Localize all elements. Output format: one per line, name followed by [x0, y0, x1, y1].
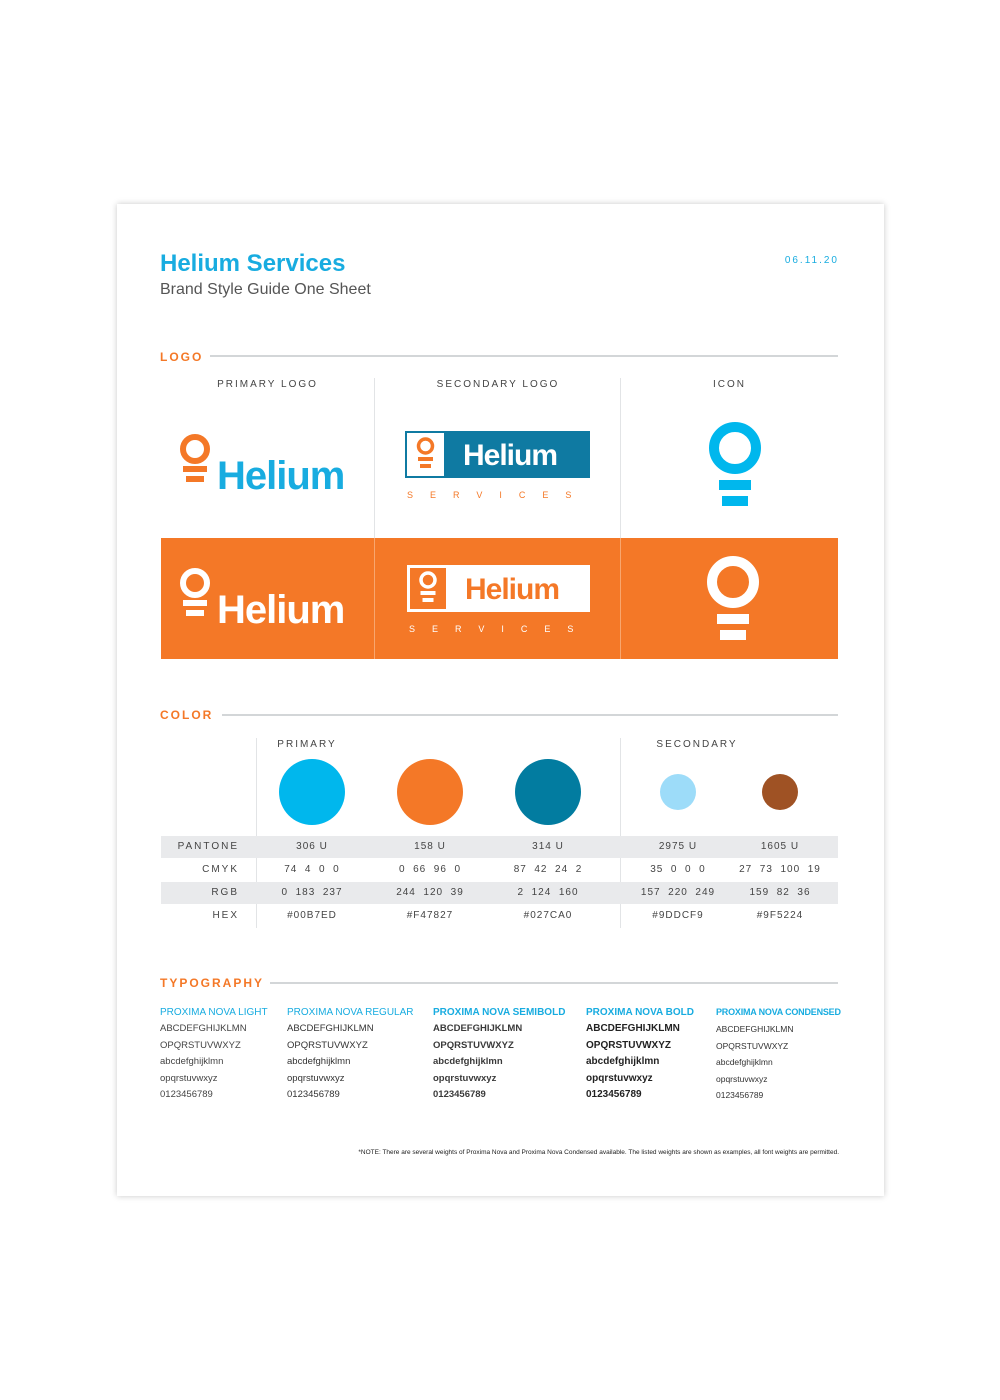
style-guide-sheet [117, 204, 884, 1196]
font-name: PROXIMA NOVA REGULAR [287, 1007, 414, 1018]
table-cell: 87 42 24 2 [513, 864, 583, 875]
icon-logo [707, 421, 763, 514]
secondary-colors-heading: SECONDARY [656, 739, 738, 750]
color-swatch-primary-orange [397, 759, 463, 825]
color-section-label: COLOR [160, 708, 214, 722]
glyph-line: OPQRSTUVWXYZ [716, 1040, 789, 1051]
row-label-rgb: RGB [211, 887, 239, 898]
table-cell: 27 73 100 19 [739, 864, 821, 875]
font-name: PROXIMA NOVA BOLD [586, 1007, 694, 1018]
row-label-hex: HEX [212, 910, 239, 921]
secondary-logo-icon-panel [407, 433, 444, 476]
document-date: 06.11.20 [784, 255, 839, 266]
table-cell: 159 82 36 [749, 887, 811, 898]
font-sample-regular [287, 1007, 414, 1104]
table-cell: 2975 U [658, 841, 698, 852]
table-cell: 244 120 39 [396, 887, 464, 898]
primary-logo-reversed-wordmark: Helium [217, 588, 345, 632]
secondary-logo-reversed-services: SERVICES [409, 624, 591, 634]
bulb-icon [175, 434, 215, 494]
glyph-line: OPQRSTUVWXYZ [586, 1039, 672, 1051]
row-label-cmyk: CMYK [202, 864, 239, 875]
color-swatch-primary-teal [515, 759, 581, 825]
glyph-line: abcdefghijklmn [433, 1056, 503, 1067]
glyph-line: abcdefghijklmn [716, 1057, 773, 1067]
primary-colors-heading: PRIMARY [277, 739, 337, 750]
glyph-line: 0123456789 [586, 1089, 642, 1100]
glyph-line: abcdefghijklmn [287, 1056, 351, 1067]
primary-logo [175, 434, 215, 499]
table-cell: 1605 U [760, 841, 800, 852]
row-label-pantone: PANTONE [177, 841, 239, 852]
table-cell: 0 183 237 [281, 887, 343, 898]
secondary-logo-heading: SECONDARY LOGO [436, 379, 560, 390]
font-name: PROXIMA NOVA CONDENSED [716, 1007, 841, 1017]
section-divider [270, 982, 838, 984]
font-sample-bold [586, 1007, 694, 1104]
table-cell: 314 U [532, 841, 564, 852]
footnote: *NOTE: There are several weights of Proxima Nova and Proxima Nova Condensed available. The listed weights are shown as examples, all font weights are permitted. [358, 1149, 839, 1156]
table-cell: 2 124 160 [517, 887, 579, 898]
primary-logo-wordmark: Helium [217, 454, 345, 498]
section-divider [210, 355, 838, 357]
table-cell: 306 U [296, 841, 328, 852]
secondary-logo-services: SERVICES [407, 490, 589, 500]
icon-heading: ICON [713, 379, 746, 390]
table-cell: 157 220 249 [640, 887, 716, 898]
table-cell: 35 0 0 0 [650, 864, 706, 875]
glyph-line: ABCDEFGHIJKLMN [433, 1023, 523, 1034]
table-cell: #9F5224 [756, 910, 804, 921]
glyph-line: abcdefghijklmn [160, 1056, 224, 1067]
glyph-line: OPQRSTUVWXYZ [160, 1039, 241, 1051]
bulb-icon [705, 555, 761, 643]
table-cell: 158 U [414, 841, 446, 852]
secondary-logo-reversed-wordmark: Helium [465, 573, 560, 606]
font-name: PROXIMA NOVA SEMIBOLD [433, 1007, 566, 1018]
glyph-line: opqrstuvwxyz [160, 1072, 218, 1084]
bulb-icon [407, 433, 444, 476]
primary-logo-reversed [175, 568, 215, 633]
glyph-line: abcdefghijklmn [586, 1056, 660, 1067]
secondary-logo-reversed-icon-panel [410, 568, 446, 609]
page-title: Helium Services [160, 250, 346, 277]
table-cell: #F47827 [406, 910, 454, 921]
table-cell: #027CA0 [523, 910, 573, 921]
typography-section-label: TYPOGRAPHY [160, 976, 265, 990]
font-sample-condensed [716, 1007, 841, 1104]
glyph-line: ABCDEFGHIJKLMN [716, 1024, 794, 1034]
glyph-line: 0123456789 [433, 1089, 486, 1100]
bulb-icon [410, 568, 446, 609]
bulb-icon [707, 421, 763, 509]
logo-section-label: LOGO [160, 350, 204, 364]
glyph-line: ABCDEFGHIJKLMN [586, 1023, 680, 1034]
secondary-logo-wordmark: Helium [463, 439, 558, 472]
table-cell: #00B7ED [287, 910, 337, 921]
table-cell: 0 66 96 0 [398, 864, 462, 875]
bulb-icon [175, 568, 215, 628]
page-subtitle: Brand Style Guide One Sheet [160, 281, 371, 298]
glyph-line: ABCDEFGHIJKLMN [160, 1023, 247, 1034]
color-swatch-secondary-brown [762, 774, 798, 810]
font-sample-semibold [433, 1007, 565, 1104]
glyph-line: opqrstuvwxyz [586, 1072, 653, 1084]
font-name: PROXIMA NOVA LIGHT [160, 1007, 268, 1018]
icon-logo-reversed [705, 555, 761, 648]
glyph-line: opqrstuvwxyz [287, 1072, 345, 1084]
glyph-line: 0123456789 [287, 1089, 340, 1100]
primary-logo-heading: PRIMARY LOGO [217, 379, 318, 390]
table-cell: #9DDCF9 [652, 910, 704, 921]
glyph-line: 0123456789 [160, 1089, 213, 1100]
column-divider [620, 538, 621, 659]
glyph-line: opqrstuvwxyz [716, 1073, 768, 1084]
section-divider [222, 714, 838, 716]
glyph-line: 0123456789 [716, 1090, 764, 1100]
font-sample-light [160, 1007, 268, 1104]
glyph-line: opqrstuvwxyz [433, 1072, 497, 1084]
table-cell: 74 4 0 0 [284, 864, 340, 875]
glyph-line: OPQRSTUVWXYZ [287, 1039, 368, 1051]
color-swatch-secondary-lightblue [660, 774, 696, 810]
glyph-line: ABCDEFGHIJKLMN [287, 1023, 374, 1034]
color-swatch-primary-blue [279, 759, 345, 825]
column-divider [374, 538, 375, 659]
glyph-line: OPQRSTUVWXYZ [433, 1039, 514, 1051]
